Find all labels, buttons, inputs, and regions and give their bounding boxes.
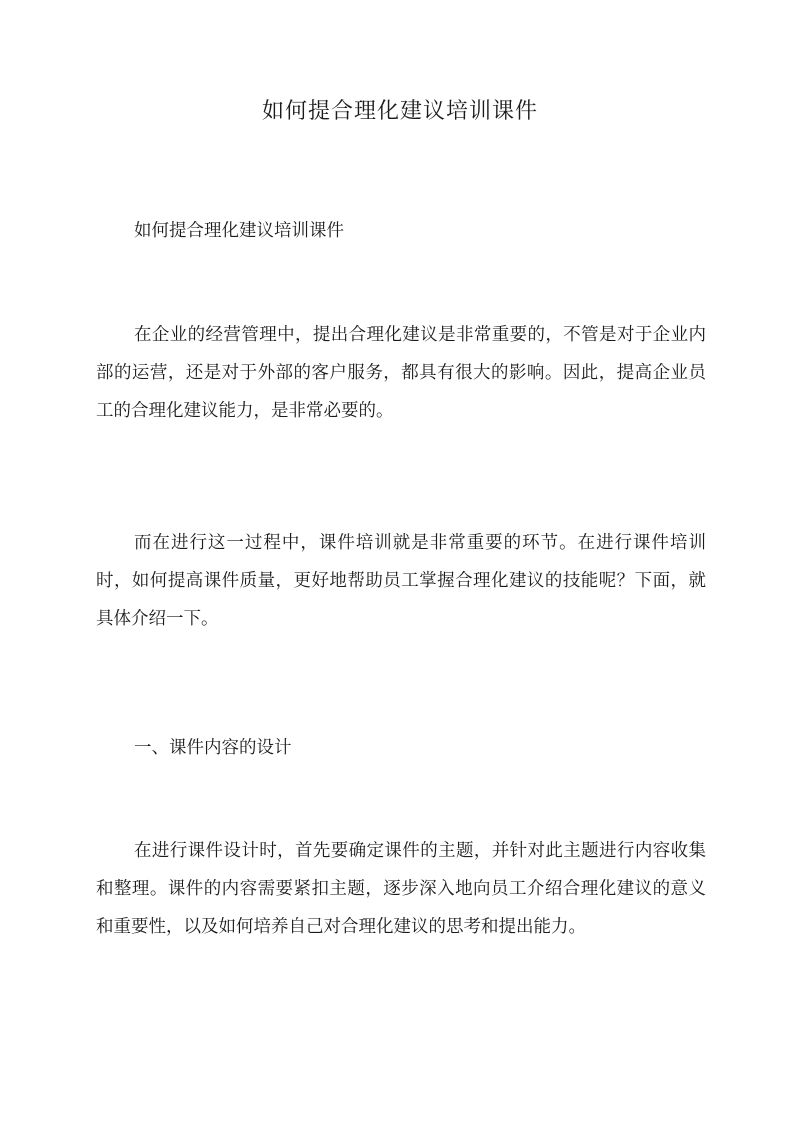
document-subtitle: 如何提合理化建议培训课件	[134, 221, 344, 241]
section-heading: 一、课件内容的设计	[134, 738, 292, 758]
paragraph-training: 而在进行这一过程中，课件培训就是非常重要的环节。在进行课件培训时，如何提高课件质量，更好地帮助员工掌握合理化建议的技能呢？下面，就具体介绍一下。	[96, 533, 706, 629]
paragraph-intro: 在企业的经营管理中，提出合理化建议是非常重要的，不管是对于企业内部的运营，还是对于外部的客户服务，都具有很大的影响。因此，提高企业员工的合理化建议能力，是非常必要的。	[96, 325, 706, 421]
paragraph-section-content: 在进行课件设计时，首先要确定课件的主题，并针对此主题进行内容收集和整理。课件的内容需要紧扣主题，逐步深入地向员工介绍合理化建议的意义和重要性，以及如何培养自己对合理化建议的思考和提出能力。	[96, 841, 706, 937]
document-title: 如何提合理化建议培训课件	[261, 99, 538, 124]
